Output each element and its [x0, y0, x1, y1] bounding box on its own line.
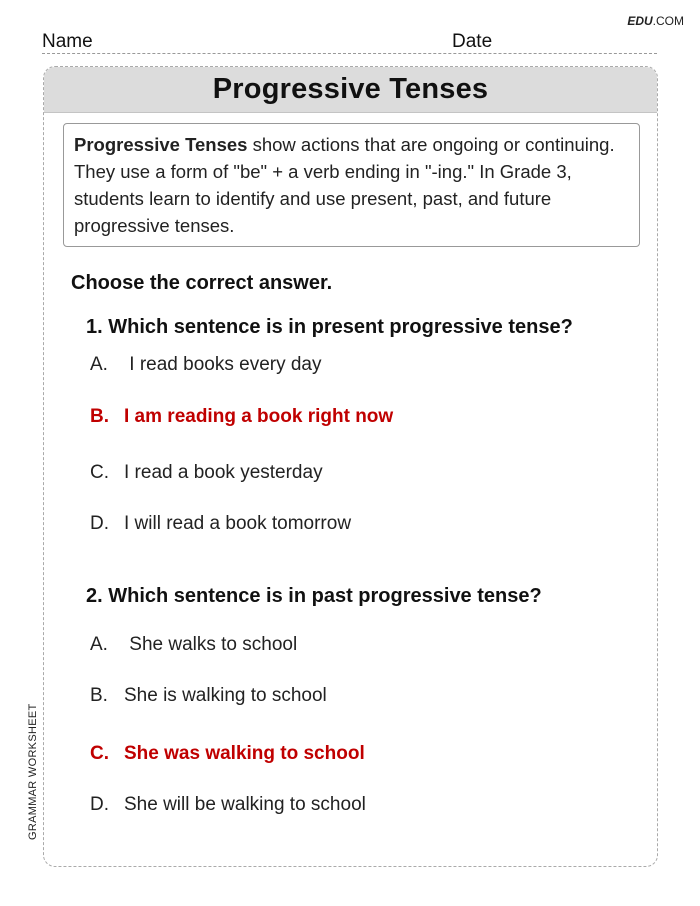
worksheet-title: Progressive Tenses [212, 73, 489, 105]
question-1-option-c [90, 462, 323, 484]
option-letter: D. [90, 513, 109, 534]
edu-logo [627, 14, 684, 28]
question-1-option-a [90, 354, 322, 376]
intro-term: Progressive Tenses [74, 134, 248, 155]
option-text: I will read a book tomorrow [124, 513, 352, 534]
option-text: She was walking to school [124, 743, 365, 764]
question-2: 2. Which sentence is in past progressive tense? [86, 585, 542, 607]
option-letter: C. [90, 462, 109, 483]
intro-box [63, 123, 640, 247]
option-letter: D. [90, 794, 109, 815]
option-text: I read books every day [124, 354, 322, 375]
logo-brand: EDU [627, 14, 653, 28]
logo-suffix: .COM [652, 14, 684, 28]
option-letter: A. [90, 354, 108, 375]
date-label: Date [452, 31, 493, 52]
question-2-option-d [90, 794, 366, 816]
question-1-option-b [90, 406, 393, 428]
intro-definition: show actions that are ongoing or continuing. They use a form of "be" + a verb ending in "-ing." In Grade 3, students learn to identify and use present, past, and future progressive tenses. [74, 134, 615, 236]
option-letter: B. [90, 406, 109, 427]
option-text: She will be walking to school [124, 794, 366, 815]
question-2-option-c [90, 743, 365, 765]
name-date-line [42, 32, 657, 54]
question-2-option-b [90, 685, 327, 707]
option-text: She is walking to school [124, 685, 327, 706]
name-label: Name [42, 31, 93, 52]
option-text: I am reading a book right now [124, 406, 394, 427]
question-1-option-d [90, 513, 351, 535]
question-1: 1. Which sentence is in present progressive tense? [86, 316, 573, 338]
question-2-option-a [90, 634, 297, 656]
worksheet-panel [43, 66, 658, 867]
option-letter: A. [90, 634, 108, 655]
side-label: GRAMMAR WORKSHEET [27, 703, 39, 840]
title-bar [44, 67, 657, 113]
option-text: I read a book yesterday [124, 462, 323, 483]
option-letter: C. [90, 743, 109, 764]
option-letter: B. [90, 685, 108, 706]
option-text: She walks to school [124, 634, 298, 655]
instruction: Choose the correct answer. [71, 272, 333, 294]
